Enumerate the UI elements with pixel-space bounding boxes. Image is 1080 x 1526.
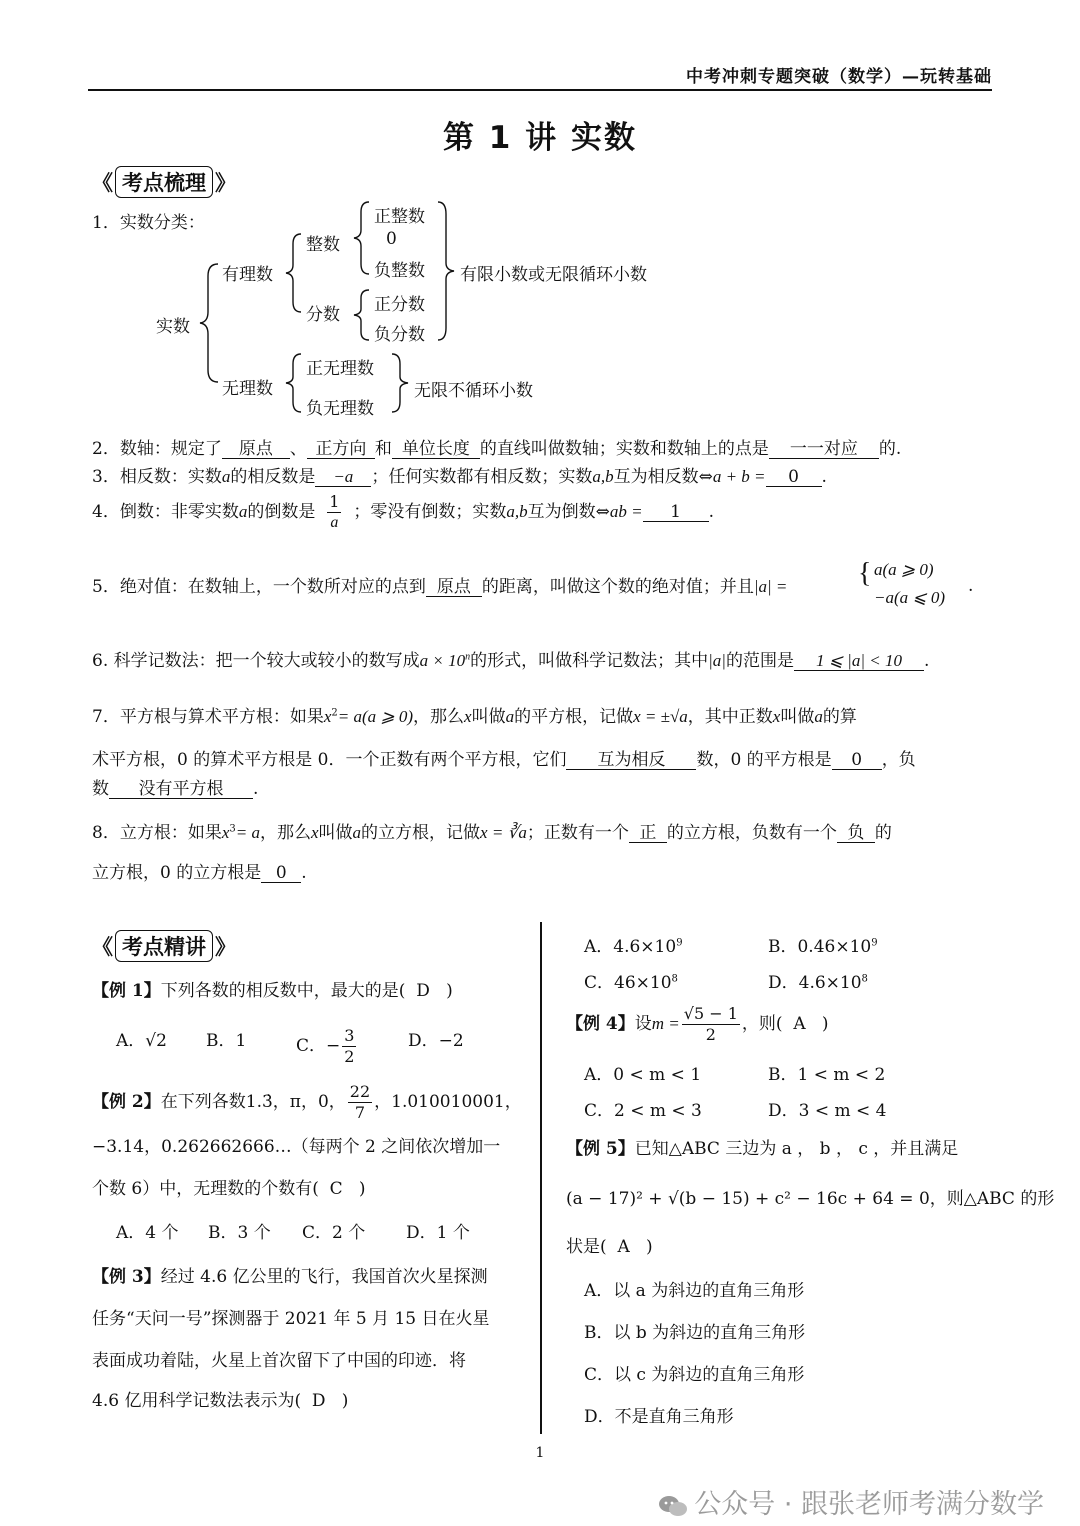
item-square-root-l2	[92, 745, 916, 770]
answer-blank: 1	[643, 503, 709, 522]
expr: ab =	[609, 502, 643, 521]
text: .	[253, 779, 259, 799]
text: 的算	[822, 707, 857, 727]
example-4-option-d: D．3 < m < 4	[768, 1101, 887, 1121]
exponent: 8	[671, 973, 678, 985]
denominator: 7	[354, 1103, 366, 1122]
var: a	[814, 707, 823, 726]
text: 7．平方根与算术平方根：如果	[92, 707, 324, 727]
example-5-line3	[566, 1232, 653, 1257]
text: 设	[634, 1014, 652, 1034]
example-2-line3	[92, 1174, 366, 1199]
brace-irrational-closing	[390, 352, 410, 414]
exponent: 8	[861, 973, 868, 985]
answer: C	[329, 1179, 343, 1199]
brace-real	[198, 262, 222, 384]
expr: = a	[235, 823, 260, 842]
text: ，1.010010001，	[374, 1092, 522, 1112]
text: 的形式，叫做科学记数法；其中	[470, 651, 709, 671]
exponent: n	[465, 651, 471, 663]
node-neg-int: 负整数	[374, 261, 425, 281]
answer-blank: 1 ⩽ |a| < 10	[794, 652, 924, 671]
text: 状是(	[566, 1237, 607, 1257]
text: 的倒数是	[247, 502, 316, 522]
text: 的立方根，负数有一个	[666, 823, 837, 843]
text: 叫做	[318, 823, 353, 843]
answer-blank: 原点	[222, 440, 290, 459]
example-2-option-c: C．2 个	[302, 1223, 366, 1243]
item-opposite	[92, 462, 827, 487]
answer-blank: 正方向	[307, 440, 375, 459]
text: )	[341, 1391, 349, 1411]
answer-blank: −a	[315, 468, 371, 487]
rational-note: 有限小数或无限循环小数	[460, 265, 647, 285]
answer-blank: 一一对应	[769, 440, 879, 459]
var: x	[772, 707, 781, 726]
node-pos-irr: 正无理数	[306, 359, 374, 379]
text: ，那么	[259, 823, 311, 843]
example-4-option-c: C．2 < m < 3	[584, 1101, 702, 1121]
text: 8．立方根：如果	[92, 823, 222, 843]
text: )	[821, 1014, 829, 1034]
example-1-question	[92, 976, 453, 1001]
text: .	[708, 502, 714, 522]
text: 个数 6）中，无理数的个数有(	[92, 1179, 319, 1199]
node-neg-frac: 负分数	[374, 325, 425, 345]
text: ；正数有一个	[526, 823, 629, 843]
text: 在下列各数1.3̇，π，0，	[160, 1092, 346, 1112]
example-tag: 【例 2】	[92, 1092, 161, 1112]
brace-rational-closing	[436, 200, 456, 342]
expr: x	[323, 707, 332, 726]
item-scientific-notation	[92, 646, 929, 671]
watermark-text: 公众号 · 跟张老师考满分数学	[694, 1489, 1044, 1520]
exponent: 2	[331, 707, 338, 719]
text: 的距离，叫做这个数的绝对值；并且	[481, 577, 754, 597]
text: 数	[92, 779, 109, 799]
expr: a + b =	[712, 467, 766, 486]
text: 的相反数是	[230, 467, 316, 487]
answer-blank: 正	[629, 824, 667, 843]
example-5-option-d: D．不是直角三角形	[584, 1407, 734, 1427]
item-cube-root-l1	[92, 818, 892, 843]
example-3-line4	[92, 1386, 348, 1411]
example-4-option-a: A．0 < m < 1	[584, 1065, 702, 1085]
expr: = a(a ⩾ 0)	[337, 707, 414, 726]
section-heading-review: 《 考点梳理 》	[92, 166, 236, 198]
example-tag: 【例 1】	[92, 981, 161, 1001]
answer-blank: 0	[832, 751, 882, 770]
section-heading-examples: 《 考点精讲 》	[92, 930, 236, 962]
item-square-root-l1	[92, 702, 857, 727]
example-2-option-a: A．4 个	[116, 1223, 179, 1243]
text: 2．数轴：规定了	[92, 439, 222, 459]
wechat-icon	[658, 1495, 688, 1517]
text: 互为倒数⇔	[527, 502, 610, 522]
example-2-line1	[92, 1082, 522, 1123]
text: )	[645, 1237, 653, 1257]
numerator: 3	[344, 1026, 355, 1045]
example-2-line2: −3.14，0.262662666…（每两个 2 之间依次增加一	[92, 1137, 501, 1157]
text: )	[446, 981, 453, 1001]
answer-blank: 原点	[426, 578, 482, 597]
var: x	[464, 707, 472, 726]
node-integer: 整数	[306, 235, 340, 255]
var: x	[310, 823, 319, 842]
answer-blank: 负	[837, 824, 875, 843]
example-1-option-c	[296, 1026, 358, 1067]
denominator: 2	[705, 1025, 716, 1044]
node-pos-frac: 正分数	[374, 295, 425, 315]
page-title: 第 1 讲 实数	[443, 120, 637, 156]
text: 经过 4.6 亿公里的飞行，我国首次火星探测	[160, 1267, 488, 1287]
example-4-question	[566, 1004, 828, 1045]
text: 的.	[878, 439, 902, 459]
item-reciprocal	[92, 492, 714, 533]
text: 的立方根，记做	[361, 823, 481, 843]
text: B．0.46×10	[768, 937, 872, 957]
var: a	[352, 823, 362, 842]
text: ；任何实数都有相反数；实数	[371, 467, 593, 487]
classification-intro: 1．实数分类：	[92, 213, 205, 233]
text: .	[821, 467, 827, 487]
irrational-note: 无限不循环小数	[414, 381, 533, 401]
denominator: a	[330, 514, 339, 531]
text: 立方根，0 的立方根是	[92, 863, 262, 883]
expr: m =	[651, 1014, 680, 1033]
text: 和	[374, 439, 392, 459]
answer: A	[793, 1014, 806, 1034]
item-square-root-l3	[92, 774, 258, 799]
var: a,b	[592, 467, 614, 486]
section-label: 考点梳理	[115, 166, 213, 198]
denominator: 2	[344, 1047, 355, 1066]
answer-blank: 没有平方根	[109, 780, 253, 799]
numerator: 22	[349, 1082, 371, 1101]
item-absolute-value	[92, 572, 787, 597]
example-1-option-a: A．√2	[116, 1031, 167, 1051]
answer-blank: 互为相反	[566, 751, 696, 770]
text: 4.6 亿用科学记数法表示为(	[92, 1391, 302, 1411]
expr: x	[221, 823, 230, 842]
case-2: −a(a ⩽ 0)	[874, 588, 946, 607]
node-rational: 有理数	[222, 265, 273, 285]
text: 3．相反数：实数	[92, 467, 222, 487]
answer: D	[416, 981, 430, 1001]
text: 术平方根，0 的算术平方根是 0．一个正数有两个平方根，它们	[92, 750, 567, 770]
exponent: 3	[229, 823, 236, 835]
text: .	[923, 651, 930, 671]
text: ，其中正数	[687, 707, 773, 727]
example-3-line3: 表面成功着陆，火星上首次留下了中国的印迹．将	[92, 1351, 466, 1371]
node-real: 实数	[156, 317, 190, 337]
answer-blank: 单位长度	[392, 440, 480, 459]
text: ，那么	[413, 707, 465, 727]
item-cube-root-l2	[92, 858, 307, 883]
brace-integer	[352, 200, 372, 276]
text: C．46×10	[584, 973, 672, 993]
example-3-option-d	[768, 968, 868, 993]
expr: a × 10	[419, 651, 466, 670]
header-rule	[88, 89, 992, 91]
brace-rational	[284, 232, 304, 314]
text: ，负	[881, 750, 916, 770]
example-2-option-b: B．3 个	[208, 1223, 271, 1243]
node-fraction: 分数	[306, 305, 340, 325]
example-5-line1	[566, 1134, 958, 1159]
example-5-option-c: C．以 c 为斜边的直角三角形	[584, 1365, 805, 1385]
text: 4．倒数：非零实数	[92, 502, 239, 522]
example-1-option-d: D．−2	[408, 1031, 464, 1051]
var: a	[505, 707, 515, 726]
column-divider	[540, 922, 542, 1434]
brace-fraction	[352, 288, 372, 342]
text: 6. 科学记数法：把一个较大或较小的数写成	[92, 651, 420, 671]
case-1: a(a ⩾ 0)	[874, 560, 934, 579]
text: 5．绝对值：在数轴上，一个数所对应的点到	[92, 577, 426, 597]
text: 数，0 的平方根是	[696, 750, 832, 770]
example-3-option-c	[584, 968, 678, 993]
example-3-line1	[92, 1262, 488, 1287]
text: 的	[874, 823, 892, 843]
text: 互为相反数⇔	[613, 467, 713, 487]
example-tag: 【例 5】	[566, 1139, 635, 1159]
item-number-line	[92, 434, 901, 459]
text: 、	[289, 439, 307, 459]
text: ；零没有倒数；实数	[353, 502, 507, 522]
expr: x = ±√a	[633, 707, 688, 726]
brace-irrational	[284, 352, 304, 414]
piecewise-brace: {	[858, 558, 872, 589]
example-1-option-b: B．1	[206, 1031, 247, 1051]
example-4-option-b: B．1 < m < 2	[768, 1065, 886, 1085]
page-number: 1	[535, 1445, 545, 1461]
var: a	[238, 502, 248, 521]
var: a	[221, 467, 231, 486]
example-5-option-b: B．以 b 为斜边的直角三角形	[584, 1323, 806, 1343]
example-3-option-b	[768, 932, 878, 957]
answer-blank: 0	[766, 468, 822, 487]
section-label: 考点精讲	[115, 930, 213, 962]
text: A．4.6×10	[584, 937, 677, 957]
expr: |a| =	[753, 577, 788, 596]
numerator: 1	[329, 492, 340, 511]
expr: x = ∛a	[480, 823, 527, 842]
answer-blank	[315, 492, 353, 533]
text: 的范围是	[725, 651, 794, 671]
text: 的直线叫做数轴；实数和数轴上的点是	[479, 439, 769, 459]
text: ，则(	[741, 1014, 783, 1034]
node-zero: 0	[386, 229, 397, 249]
text: )	[358, 1179, 366, 1199]
watermark	[658, 1482, 1044, 1521]
text: 叫做	[780, 707, 815, 727]
example-3-line2: 任务“天问一号”探测器于 2021 年 5 月 15 日在火星	[92, 1309, 490, 1329]
running-header: 中考冲刺专题突破（数学）—玩转基础	[686, 67, 992, 87]
exponent: 9	[676, 937, 683, 949]
example-3-option-a	[584, 932, 683, 957]
text: 已知△ABC 三边为 a ， b ， c ，并且满足	[634, 1139, 959, 1159]
exponent: 9	[871, 937, 878, 949]
numerator: √5 − 1	[683, 1004, 738, 1023]
example-5-line2: (a − 17)² + √(b − 15) + c² − 16c + 64 = 0，则△ABC 的形	[566, 1189, 1055, 1209]
node-neg-irr: 负无理数	[306, 399, 374, 419]
text: 的平方根，记做	[514, 707, 634, 727]
text: C．−	[296, 1036, 341, 1056]
text: D．4.6×10	[768, 973, 862, 993]
text: 下列各数的相反数中，最大的是(	[160, 981, 406, 1001]
answer: D	[311, 1391, 326, 1411]
text: 叫做	[471, 707, 506, 727]
example-5-option-a: A．以 a 为斜边的直角三角形	[584, 1281, 805, 1301]
answer: A	[617, 1237, 630, 1257]
example-2-option-d: D．1 个	[406, 1223, 470, 1243]
text: .	[301, 863, 307, 883]
var: a,b	[506, 502, 528, 521]
answer-blank: 0	[261, 864, 301, 883]
example-tag: 【例 3】	[92, 1267, 161, 1287]
node-pos-int: 正整数	[374, 207, 425, 227]
text: .	[968, 576, 974, 596]
example-tag: 【例 4】	[566, 1014, 635, 1034]
node-irrational: 无理数	[222, 379, 273, 399]
expr: |a|	[708, 651, 726, 670]
